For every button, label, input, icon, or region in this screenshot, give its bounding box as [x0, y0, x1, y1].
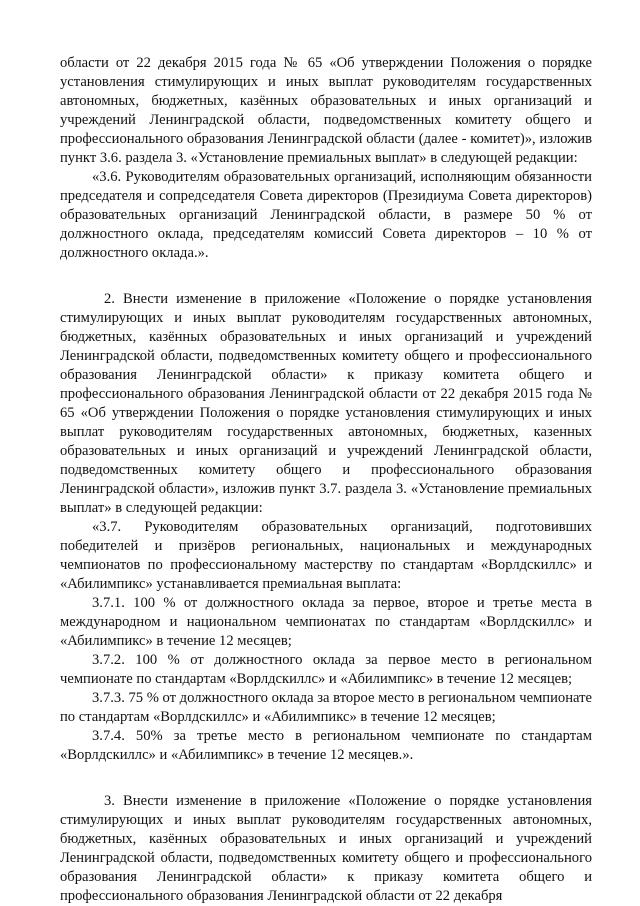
item-3-7-3: 3.7.3. 75 % от должностного оклада за второе место в региональном чемпионате по стандартам «Ворлдскиллс» и «Абилимпикс» в течение 12 месяцев; — [60, 690, 592, 725]
quote-3-7: «3.7. Руководителям образовательных организаций, подготовивших победителей и призёров региональных, национальных и международных чемпионатов по профессиональному мастерству по стандартам «Ворлдскиллс» и «Абилимпикс» устанавливается премиальная выплата: — [60, 519, 592, 592]
item-3-7-1: 3.7.1. 100 % от должностного оклада за первое, второе и третье места в международном и национальном чемпионатах по стандартам «Ворлдскиллс» и «Абилимпикс» в течение 12 месяцев; — [60, 595, 592, 649]
paragraph-1-continuation: области от 22 декабря 2015 года № 65 «Об утверждении Положения о порядке установления стимулирующих и иных выплат руководителям государственных автономных, бюджетных, казённых образовательных и иных организаций и учреждений Ленинградской области, подведомственных комитету общего и профессионального образования Ленинградской области (далее - комитет)», изложив пункт 3.6. раздела 3. «Установление премиальных выплат» в следующей редакции: — [60, 55, 592, 166]
document-page — [60, 54, 592, 906]
quote-3-6: «3.6. Руководителям образовательных организаций, исполняющим обязанности председателя и сопредседателя Совета директоров (Президиума Совета директоров) образовательных организаций Ленинградской области, в размере 50 % от должностного оклада, председателям комиссий Совета директоров – 10 % от должностного оклада.». — [60, 169, 592, 261]
spacer — [60, 765, 592, 792]
paragraph-3: 3. Внести изменение в приложение «Положение о порядке установления стимулирующих и иных выплат руководителям государственных автономных, бюджетных, казённых образовательных и иных организаций и учреждений Ленинградской области, подведомственных комитету общего и профессионального образования Ленинградской области» к приказу комитета общего и профессионального образования Ленинградской области от 22 декабря — [60, 793, 592, 904]
item-3-7-4: 3.7.4. 50% за третье место в региональном чемпионате по стандартам «Ворлдскиллс» и «Абилимпикс» в течение 12 месяцев.». — [60, 728, 592, 763]
item-3-7-2: 3.7.2. 100 % от должностного оклада за первое место в региональном чемпионате по стандартам «Ворлдскиллс» и «Абилимпикс» в течение 12 месяцев; — [60, 652, 592, 687]
paragraph-2: 2. Внести изменение в приложение «Положение о порядке установления стимулирующих и иных выплат руководителям государственных автономных, бюджетных, казённых образовательных и иных организаций и учреждений Ленинградской области, подведомственных комитету общего и профессионального образования Ленинградской области» к приказу комитета общего и профессионального образования Ленинградской области от 22 декабря 2015 года № 65 «Об утверждении Положения о порядке установления стимулирующих и иных выплат руководителям государственных автономных, бюджетных, казенных образовательных и иных организаций и учреждений Ленинградской области, подведомственных комитету общего и профессионального образования Ленинградской области», изложив пункт 3.7. раздела 3. «Установление премиальных выплат» в следующей редакции: — [60, 291, 592, 516]
spacer — [60, 263, 592, 290]
